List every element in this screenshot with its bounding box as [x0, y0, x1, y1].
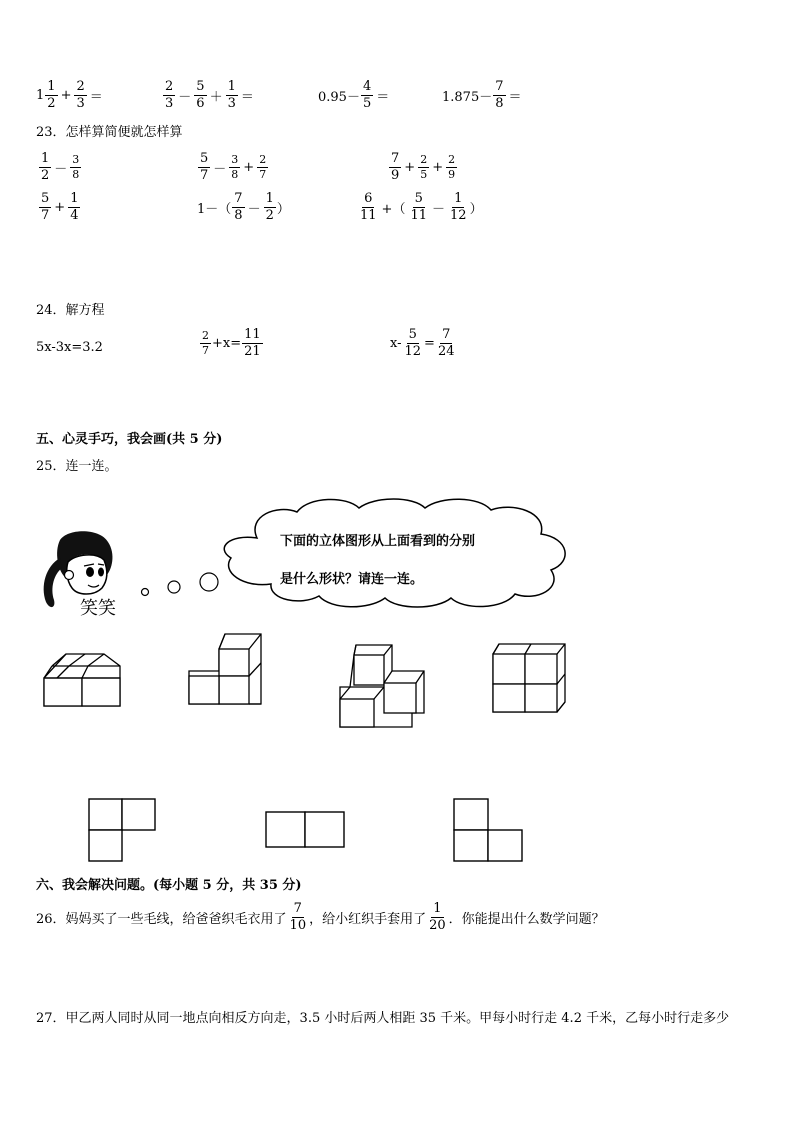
fraction: $\frac{1}{2}$ — [265, 191, 274, 223]
operator: ＋ — [209, 90, 223, 105]
top-view-2 — [265, 811, 347, 849]
fraction: $\frac{5}{7}$ — [41, 191, 50, 223]
fraction: $\frac{3}{8}$ — [72, 153, 80, 181]
expr-23-2 — [197, 152, 269, 183]
operator: +（ — [381, 202, 406, 217]
equation-24-1: 5x-3x=3.2 — [36, 340, 103, 355]
fraction: $\frac{1}{3}$ — [227, 79, 236, 111]
bubble-line-2: 是什么形状？请连一连。 — [280, 572, 424, 587]
question-26-text-3: ．你能提出什么数学问题？ — [448, 912, 605, 927]
solid-shape-1 — [44, 652, 124, 708]
whole-number: 1 — [36, 88, 45, 103]
operator: + — [54, 200, 66, 215]
lead-term: 1.875－ — [442, 90, 493, 105]
fraction: $\frac{2}{7}$ — [202, 329, 209, 357]
fraction: $\frac{1}{12}$ — [450, 191, 467, 223]
solid-shape-3 — [340, 645, 426, 729]
equation-24-2 — [199, 328, 264, 359]
solid-shape-2 — [189, 633, 265, 707]
fraction: $\frac{2}{3}$ — [165, 79, 174, 111]
fraction: $\frac{7}{8}$ — [495, 79, 504, 111]
equals: ＝ — [508, 90, 522, 105]
fraction: $\frac{11}{21}$ — [244, 327, 261, 359]
fraction: $\frac{1}{2}$ — [41, 151, 50, 183]
fraction: $\frac{7}{24}$ — [437, 327, 455, 359]
question-24-title: 24．解方程 — [36, 303, 105, 318]
section-5-title: 五、心灵手巧，我会画(共 5 分) — [36, 432, 223, 447]
fraction: $\frac{2}{7}$ — [259, 153, 267, 181]
fraction: $\frac{1}{4}$ — [70, 191, 79, 223]
expr-23-6 — [357, 192, 483, 223]
bubble-line-1: 下面的立体图形从上面看到的分别 — [280, 534, 476, 549]
question-23-title: 23．怎样算简便就怎样算 — [36, 125, 183, 140]
operator: － — [54, 162, 68, 177]
fraction: $\frac{2}{9}$ — [448, 153, 456, 181]
fraction: $\frac{7}{10}$ — [289, 901, 307, 933]
equals: ＝ — [240, 90, 254, 105]
operator: － — [432, 202, 446, 217]
fraction: $\frac{2}{5}$ — [420, 153, 428, 181]
thought-dots — [138, 570, 223, 600]
expr-22-3 — [318, 80, 391, 111]
fraction: $\frac{3}{8}$ — [231, 153, 239, 181]
fraction: $\frac{5}{12}$ — [404, 327, 422, 359]
speech-cloud — [217, 498, 579, 610]
fraction: $\frac{7}{9}$ — [391, 151, 400, 183]
lead-term: x- — [390, 336, 402, 351]
operator: － — [178, 90, 192, 105]
fraction: $\frac{7}{8}$ — [234, 191, 243, 223]
expr-23-5 — [197, 192, 290, 223]
fraction: $\frac{1}{20}$ — [429, 901, 446, 933]
section-6-title: 六、我会解决问题。(每小题 5 分，共 35 分) — [36, 878, 302, 893]
operator: － — [247, 202, 261, 217]
fraction: $\frac{2}{3}$ — [76, 79, 85, 111]
girl-name-label: 笑笑 — [80, 598, 116, 619]
expr-22-1 — [36, 80, 105, 111]
operator: － — [213, 162, 227, 177]
operator: + — [432, 160, 444, 175]
equals: ＝ — [89, 90, 103, 105]
question-27: 27．甲乙两人同时从同一地点向相反方向走，3.5 小时后两人相距 35 千米。甲每小时行走 4.2 千米，乙每小时行走多少 — [36, 1011, 730, 1026]
fraction: $\frac{6}{11}$ — [360, 191, 377, 223]
fraction: $\frac{5}{11}$ — [410, 191, 427, 223]
fraction: $\frac{1}{2}$ — [47, 79, 56, 111]
top-view-1 — [88, 798, 158, 862]
operator: + — [243, 160, 255, 175]
operator: + — [404, 160, 416, 175]
top-view-3 — [453, 798, 525, 862]
equals: = — [424, 336, 435, 351]
question-26-text-2: ，给小红织手套用了 — [309, 912, 427, 927]
operator: + — [60, 88, 72, 103]
close-paren: ） — [469, 202, 483, 217]
question-25-title: 25．连一连。 — [36, 459, 118, 474]
expr-23-3 — [388, 152, 458, 183]
solid-shape-4 — [493, 644, 569, 714]
equation-middle: +x= — [212, 336, 242, 351]
lead-term: 0.95－ — [318, 90, 360, 105]
equals: ＝ — [376, 90, 390, 105]
fraction: $\frac{5}{7}$ — [200, 151, 209, 183]
question-26 — [36, 902, 605, 933]
fraction: $\frac{5}{6}$ — [196, 79, 205, 111]
close-paren: ） — [276, 202, 290, 217]
expr-22-2 — [162, 80, 256, 111]
expr-22-4 — [442, 80, 524, 111]
fraction: $\frac{4}{5}$ — [362, 79, 372, 111]
lead-term: 1－（ — [197, 202, 232, 217]
expr-23-4 — [38, 192, 81, 223]
equation-24-3 — [390, 328, 458, 359]
question-26-text-1: 26．妈妈买了一些毛线，给爸爸织毛衣用了 — [36, 912, 287, 927]
expr-23-1 — [38, 152, 82, 183]
